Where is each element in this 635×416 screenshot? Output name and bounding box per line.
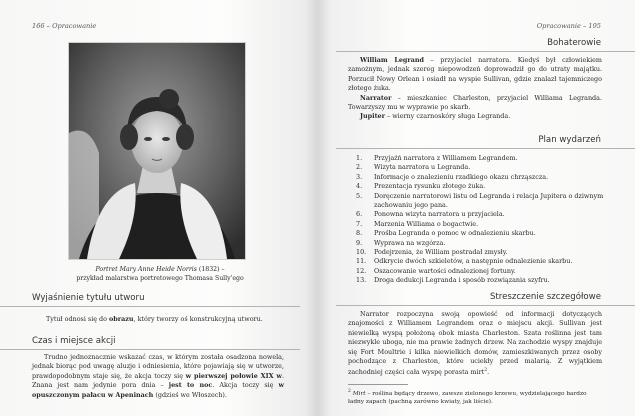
- text-span: . Akcja toczy się: [212, 381, 279, 390]
- summary-body: Narrator rozpoczyna swoją opowieść od informacji dotyczących znajomości z Williamem Legrandem oraz o miejscu akcji. Sullivan jest niewielką wyspą położoną obok miasta Charleston. Szata roślinna jest tam niezwykle uboga, nie ma prawie żadnych drzew. Na zachodzie wyspy znajduje się Fort Moultrie i kilka niewielkich domów, zamieszkiwanych przez osoby pochodzące z Charleston, które uciekły przed malarią. Z wyjątkiem zachodniej części cała wyspę porasta mirt: [348, 310, 602, 377]
- plan-item: 4. Prezentacja rysunku złotego żuka.: [356, 182, 486, 191]
- plan-item-text: Przyjaźń narratora z Williamem Legrandem.: [374, 154, 518, 162]
- plan-item: 5. Doręczenie narratorowi listu od Legranda i relacja Jupitera o dziwnym zachowaniu jego pana.: [356, 191, 604, 210]
- bold-span: jest to noc: [168, 381, 213, 390]
- plan-item-text: Odkrycie dwóch szkieletów, a następnie odnalezienie skarbu.: [374, 257, 573, 266]
- caption-line-2: przykład malarstwa portretowego Thomasa Sully'ego: [76, 275, 244, 282]
- plan-item: 12. Oszacowanie wartości odnalezionej fortuny.: [356, 266, 516, 275]
- plan-item: 7. Marzenia Williama o bogactwie.: [356, 219, 479, 228]
- plan-item: 8. Prośba Legranda o pomoc w odnalezieniu skarbu.: [356, 229, 536, 238]
- plan-item-text: Ponowna wizyta narratora u przyjaciela.: [374, 210, 505, 219]
- hero-desc: – wierny czarnoskóry sługa Legranda.: [384, 112, 511, 121]
- footnote-marker: 2: [484, 368, 488, 374]
- plan-item-text: Podejrzenia, że William postradał zmysły.: [374, 248, 508, 257]
- heroes-list: [348, 56, 602, 122]
- section-rule: [0, 349, 300, 350]
- plan-item-text: Droga dedukcji Legranda i sposób rozwiązania szyfru.: [374, 276, 550, 285]
- text-span: Trudno jednoznacznie wskazać czas, w którym została osadzona nowela, jednak biorąc pod uwagę aluzje i odniesienia, które pojawiają się w utworze, prawdopodobnym staje się, że akcja toczy się: [32, 353, 284, 380]
- time-place-heading: Czas i miejsce akcji: [32, 336, 116, 346]
- heroes-heading: Bohaterowie: [547, 38, 601, 48]
- section-rule: [336, 148, 635, 149]
- section-rule: [336, 305, 635, 306]
- plan-item-text: Prezentacja rysunku złotego żuka.: [374, 182, 486, 191]
- hero-entry: [348, 56, 602, 94]
- bold-span: w opuszczonym pałacu w Apeninach: [32, 381, 284, 399]
- plan-item: 11. Odkrycie dwóch szkieletów, a następnie odnalezienie skarbu.: [356, 257, 573, 266]
- section-rule: [336, 51, 635, 52]
- bold-span: obrazu: [109, 315, 134, 323]
- section-rule: [0, 306, 300, 307]
- hero-entry: [348, 94, 602, 113]
- hero-name: Narrator: [360, 93, 392, 102]
- text-span: , który tworzy oś konstrukcyjną utworu.: [133, 315, 263, 323]
- portrait-caption: [40, 265, 280, 283]
- summary-text: [348, 310, 602, 378]
- plan-list: [348, 154, 608, 286]
- plan-item: 2. Wizyta narratora u Legranda.: [356, 163, 471, 172]
- portrait-painting-icon: [69, 43, 245, 259]
- plan-item-text: Doręczenie narratorowi listu od Legranda i relacja Jupitera o dziwnym zachowaniu jego pana.: [374, 191, 604, 210]
- hero-desc: – mieszkaniec Charleston, przyjaciel Williama Legranda. Towarzyszy mu w wyprawie po skarb.: [348, 93, 602, 112]
- text-span: (gdzieś we Włoszech).: [153, 390, 227, 399]
- plan-item-text: Oszacowanie wartości odnalezionej fortuny.: [374, 266, 516, 275]
- hero-name: Jupiter: [360, 112, 385, 121]
- footnote-term: Mirt: [352, 390, 366, 397]
- portrait-image: [68, 42, 246, 260]
- hero-name: William Legrand: [360, 56, 425, 64]
- hero-desc: – przyjaciel narratora. Kiedyś był człowiekiem zamożnym, jednak szereg niepowodzeń doprowadził go do utraty majątku. Porzucił Nowy Orlean i osiadł na wyspie Sullivan, gdzie znalazł tajemniczego złotego żuka.: [348, 56, 602, 93]
- plan-item-text: Wyprawa na wzgórza.: [374, 238, 446, 247]
- plan-item: 13. Droga dedukcji Legranda i sposób rozwiązania szyfru.: [356, 276, 550, 285]
- plan-item-text: Marzenia Williama o bogactwie.: [374, 219, 479, 228]
- title-explanation-heading: Wyjaśnienie tytułu utworu: [32, 293, 145, 303]
- plan-item: 1. Przyjaźń narratora z Williamem Legrandem.: [356, 154, 518, 162]
- left-running-head: 166 – Opracowanie: [32, 22, 97, 30]
- summary-end: .: [487, 368, 490, 377]
- footnote-body: – roślina będący drzewo, zawsze zielonego krzewu, wydzielającego bardzo ładny zapach (pachną zarówno kwiaty, jak liście).: [348, 390, 587, 405]
- time-place-text: [32, 353, 284, 400]
- hero-entry: [348, 112, 602, 121]
- plan-item: 10. Podejrzenia, że William postradał zmysły.: [356, 248, 508, 257]
- bold-span: w pierwszej połowie XIX w: [185, 371, 282, 380]
- caption-date: (1832) –: [196, 266, 225, 273]
- footnote-number: 2: [348, 389, 351, 394]
- plan-item: 6. Ponowna wizyta narratora u przyjaciela.: [356, 210, 505, 219]
- title-explanation-text: [46, 315, 286, 324]
- text-span: . Znana jest nam jedynie pora dnia –: [32, 371, 284, 390]
- plan-heading: Plan wydarzeń: [538, 135, 601, 145]
- caption-title: Portret Mary Anne Heide Norris: [95, 266, 197, 273]
- plan-item: 9. Wyprawa na wzgórza.: [356, 238, 446, 247]
- plan-item-text: Wizyta narratora u Legranda.: [374, 163, 471, 172]
- plan-item: 3. Informacje o znalezieniu rzadkiego okazu chrząszcza.: [356, 172, 549, 181]
- text-span: Tytuł odnosi się do: [46, 315, 110, 323]
- plan-item-text: Informacje o znalezieniu rzadkiego okazu chrząszcza.: [374, 172, 549, 181]
- footnote: [348, 388, 602, 406]
- footnote-rule: [348, 384, 408, 385]
- summary-heading: Streszczenie szczegółowe: [489, 292, 601, 302]
- plan-item-text: Prośba Legranda o pomoc w odnalezieniu skarbu.: [374, 229, 536, 238]
- right-running-head: Opracowanie – 195: [536, 22, 601, 30]
- right-page: [318, 0, 635, 416]
